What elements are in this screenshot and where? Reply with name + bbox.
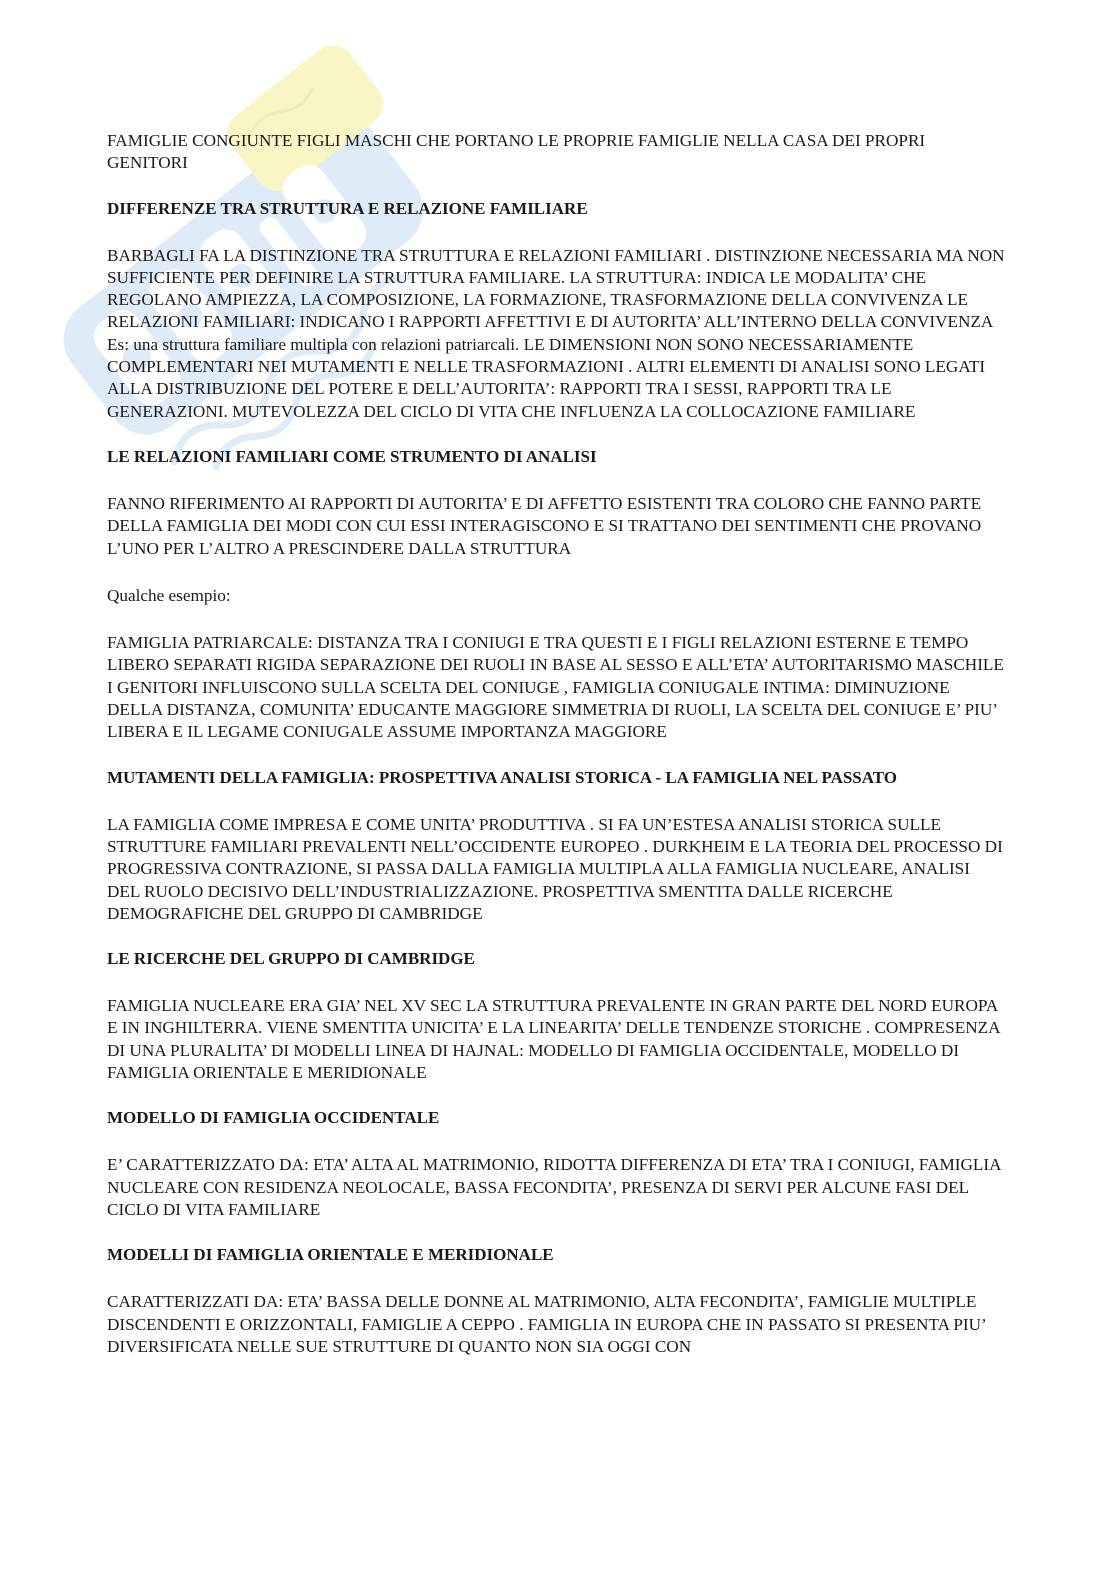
- body-paragraph: FANNO RIFERIMENTO AI RAPPORTI DI AUTORITA’ E DI AFFETTO ESISTENTI TRA COLORO CHE FANNO PARTE DELLA FAMIGLIA DEI MODI CON CUI ESSI INTERAGISCONO E SI TRATTANO DEI SENTIMENTI CHE PROVANO L’UNO PER L’ALTRO A PRESCINDERE DALLA STRUTTURA: [107, 493, 982, 558]
- body-paragraph: E’ CARATTERIZZATO DA: ETA’ ALTA AL MATRIMONIO, RIDOTTA DIFFERENZA DI ETA’ TRA I CONIUGI, FAMIGLIA NUCLEARE CON RESIDENZA NEOLOCALE, BASSA FECONDITA’, PRESENZA DI SERVI PER ALCUNE FASI DEL CICLO DI VITA FAMILIARE: [107, 1155, 1001, 1219]
- section-heading: MUTAMENTI DELLA FAMIGLIA: PROSPETTIVA ANALISI STORICA - LA FAMIGLIA NEL PASSATO: [107, 767, 898, 787]
- body-paragraph: FAMIGLIE CONGIUNTE FIGLI MASCHI CHE PORTANO LE PROPRIE FAMIGLIE NELLA CASA DEI PROPRI GENITORI: [107, 131, 926, 173]
- body-paragraph: FAMIGLIA NUCLEARE ERA GIA’ NEL XV SEC LA STRUTTURA PREVALENTE IN GRAN PARTE DEL NORD EUROPA E IN INGHILTERRA. VIENE SMENTITA UNICITA’ E LA LINEARITA’ DELLE TENDENZE STORICHE . COMPRESENZA DI UNA PLURALITA’ DI MODELLI LINEA DI HAJNAL: MODELLO DI FAMIGLIA OCCIDENTALE, MODELLO DI FAMIGLIA ORIENTALE E MERIDIONALE: [107, 996, 1000, 1083]
- section-heading: LE RICERCHE DEL GRUPPO DI CAMBRIDGE: [107, 949, 475, 969]
- body-paragraph: BARBAGLI FA LA DISTINZIONE TRA STRUTTURA E RELAZIONI FAMILIARI . DISTINZIONE NECESSARIA MA NON SUFFICIENTE PER DEFINIRE LA STRUTTURA FAMILIARE. LA STRUTTURA: INDICA LE MODALITA’ CHE REGOLANO AMPIEZZA, LA COMPOSIZIONE, LA FORMAZIONE, TRASFORMAZIONE DELLA CONVIVENZA LE RELAZIONI FAMILIARI: INDICANO I RAPPORTI AFFETTIVI E DI AUTORITA’ ALL’INTERNO DELLA CONVIVENZA Es: una struttura familiare multipla con relazioni patriarcali. LE DIMENSIONI NON SONO NECESSARIAMENTE COMPLEMENTARI NEI MUTAMENTI E NELLE TRASFORMAZIONI . ALTRI ELEMENTI DI ANALISI SONO LEGATI ALLA DISTRIBUZIONE DEL POTERE E DELL’AUTORITA’: RAPPORTI TRA I SESSI, RAPPORTI TRA LE GENERAZIONI. MUTEVOLEZZA DEL CICLO DI VITA CHE INFLUENZA LA COLLOCAZIONE FAMILIARE: [107, 245, 1005, 421]
- section-heading: DIFFERENZE TRA STRUTTURA E RELAZIONE FAMILIARE: [107, 198, 588, 218]
- body-paragraph: FAMIGLIA PATRIARCALE: DISTANZA TRA I CONIUGI E TRA QUESTI E I FIGLI RELAZIONI ESTERNE E TEMPO LIBERO SEPARATI RIGIDA SEPARAZIONE DEI RUOLI IN BASE AL SESSO E ALL’ETA’ AUTORITARISMO MASCHILE I GENITORI INFLUISCONO SULLA SCELTA DEL CONIUGE , FAMIGLIA CONIUGALE INTIMA: DIMINUZIONE DELLA DISTANZA, COMUNITA’ EDUCANTE MAGGIORE SIMMETRIA DI RUOLI, LA SCELTA DEL CONIUGE E’ PIU’ LIBERA E IL LEGAME CONIUGALE ASSUME IMPORTANZA MAGGIORE: [107, 633, 1004, 742]
- section-heading: MODELLO DI FAMIGLIA OCCIDENTALE: [107, 1108, 440, 1128]
- body-paragraph: CARATTERIZZATI DA: ETA’ BASSA DELLE DONNE AL MATRIMONIO, ALTA FECONDITA’, FAMIGLIE MULTIPLE DISCENDENTI E ORIZZONTALI, FAMIGLIE A CEPPO . FAMIGLIA IN EUROPA CHE IN PASSATO SI PRESENTA PIU’ DIVERSIFICATA NELLE SUE STRUTTURE DI QUANTO NON SIA OGGI CON: [107, 1292, 986, 1356]
- section-heading: MODELLI DI FAMIGLIA ORIENTALE E MERIDIONALE: [107, 1245, 554, 1265]
- body-paragraph: LA FAMIGLIA COME IMPRESA E COME UNITA’ PRODUTTIVA . SI FA UN’ESTESA ANALISI STORICA SULLE STRUTTURE FAMILIARI PREVALENTI NELL’OCCIDENTE EUROPEO . DURKHEIM E LA TEORIA DEL PROCESSO DI PROGRESSIVA CONTRAZIONE, SI PASSA DALLA FAMIGLIA MULTIPLA ALLA FAMIGLIA NUCLEARE, ANALISI DEL RUOLO DECISIVO DELL’INDUSTRIALIZZAZIONE. PROSPETTIVA SMENTITA DALLE RICERCHE DEMOGRAFICHE DEL GRUPPO DI CAMBRIDGE: [107, 814, 1003, 923]
- body-paragraph: Qualche esempio:: [107, 585, 231, 605]
- document-page: [107, 130, 1007, 1358]
- section-heading: LE RELAZIONI FAMILIARI COME STRUMENTO DI ANALISI: [107, 446, 597, 466]
